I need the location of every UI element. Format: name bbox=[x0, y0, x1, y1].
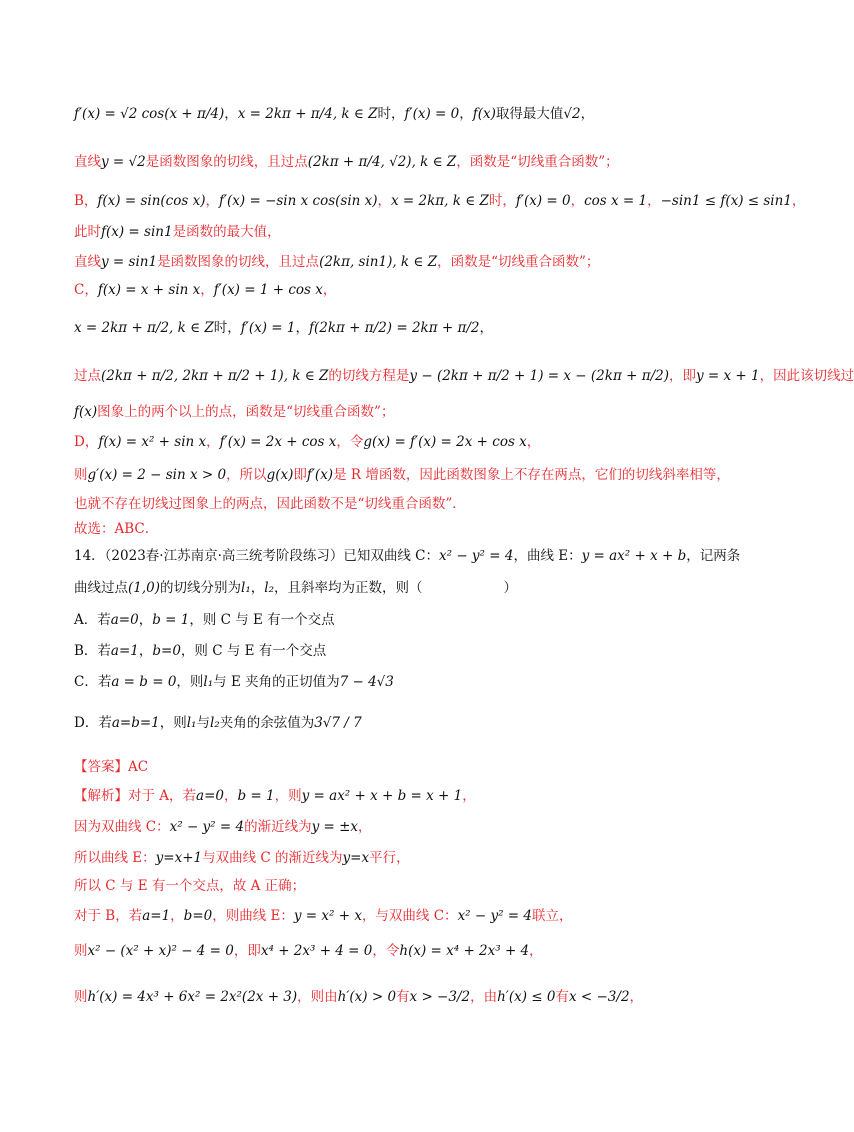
math-expression: f′(x) = 1 + cos x bbox=[213, 282, 323, 298]
math-expression: h(x) = x⁴ + 2x³ + 4 bbox=[399, 943, 530, 959]
text-run: 即 bbox=[293, 467, 307, 483]
text-run: ，则 C 与 E 有一个交点 bbox=[189, 612, 335, 628]
text-run: C， bbox=[74, 282, 98, 298]
question-14-stem-2 bbox=[74, 578, 744, 598]
text-run: D．若 bbox=[74, 715, 112, 731]
text-run: ， bbox=[138, 643, 153, 659]
math-expression: f′(x) = 2x + cos x bbox=[219, 434, 337, 450]
text-run: ，由 bbox=[470, 989, 498, 1005]
math-expression: x² − y² = 4 bbox=[169, 819, 245, 835]
math-expression: f(x) = x² + sin x bbox=[98, 434, 207, 450]
math-expression: f′(x) = 0 bbox=[515, 193, 571, 209]
math-expression: b=0 bbox=[152, 643, 181, 659]
math-expression: x = 2kπ + π/2, k ∈ Z bbox=[74, 320, 214, 336]
text-run: ，则曲线 E： bbox=[212, 908, 294, 924]
question-14-stem bbox=[74, 546, 744, 566]
math-expression: l₂ bbox=[264, 580, 274, 596]
math-expression: f′(x) = −sin x cos(sin x) bbox=[218, 193, 378, 209]
text-run: 【解析】对于 A，若 bbox=[74, 788, 197, 804]
text-run: 有 bbox=[396, 989, 410, 1005]
option-b bbox=[74, 641, 744, 661]
math-expression: cos x = 1 bbox=[584, 193, 648, 209]
math-expression: 3√7 / 7 bbox=[314, 715, 362, 731]
math-expression: (2kπ + π/2, 2kπ + π/2 + 1), k ∈ Z bbox=[101, 368, 329, 384]
text-run: 则 bbox=[74, 467, 88, 483]
text-run: ， bbox=[570, 193, 585, 209]
text-run: ， bbox=[138, 612, 153, 628]
text-run: ，且斜率均为正数，则（ bbox=[273, 580, 423, 596]
text-run: 所以曲线 E： bbox=[74, 850, 156, 866]
math-expression: x² − y² = 4 bbox=[439, 548, 514, 564]
text-run: 时， bbox=[377, 106, 405, 122]
text-run: 与 bbox=[196, 715, 210, 731]
math-expression: x⁴ + 2x³ + 4 = 0 bbox=[260, 943, 373, 959]
analysis-line-2 bbox=[74, 817, 744, 837]
math-expression: x² − (x² + x)² − 4 = 0 bbox=[87, 943, 234, 959]
text-run: ，因此该切线过 bbox=[759, 368, 854, 384]
text-run: 的切线分别为 bbox=[160, 580, 242, 596]
text-run: ，则 bbox=[274, 788, 302, 804]
solution-line-3 bbox=[74, 191, 806, 211]
math-expression: x = 2kπ + π/4, k ∈ Z bbox=[237, 106, 378, 122]
math-expression: g′(x) = 2 − sin x > 0 bbox=[87, 467, 227, 483]
option-a bbox=[74, 610, 744, 630]
math-expression: f′(x) = √2 cos(x + π/4) bbox=[74, 106, 225, 122]
math-expression: f(2kπ + π/2) = 2kπ + π/2 bbox=[308, 320, 480, 336]
math-expression: l₁ bbox=[203, 674, 214, 690]
text-run: ， bbox=[462, 788, 476, 804]
math-expression: a=0 bbox=[110, 612, 139, 628]
math-expression: √2 bbox=[563, 106, 581, 122]
math-expression: h′(x) ≤ 0 bbox=[497, 989, 556, 1005]
text-run: 是函数的最大值， bbox=[172, 224, 281, 240]
solution-line-12 bbox=[74, 494, 744, 514]
text-run: A．若 bbox=[74, 612, 111, 628]
text-run: 【答案】AC bbox=[74, 759, 149, 775]
math-expression: 7 − 4√3 bbox=[339, 674, 394, 690]
solution-conclusion bbox=[74, 519, 744, 539]
text-run: ， bbox=[224, 788, 238, 804]
text-run: 所以 C 与 E 有一个交点，故 A 正确； bbox=[74, 878, 306, 894]
math-expression: (2kπ, sin1), k ∈ Z bbox=[319, 254, 438, 270]
text-run: 也就不存在切线过图象上的两点，因此函数不是“切线重合函数”． bbox=[74, 496, 466, 512]
analysis-line-3 bbox=[74, 848, 744, 868]
solution-line-10 bbox=[74, 432, 744, 452]
text-run: 的渐近线为 bbox=[244, 819, 312, 835]
text-run: ，记两条 bbox=[686, 548, 741, 564]
text-run: B．若 bbox=[74, 643, 111, 659]
math-expression: y = x² + x bbox=[293, 908, 362, 924]
math-expression: y = ax² + x + b bbox=[581, 548, 687, 564]
math-expression: l₂ bbox=[209, 715, 220, 731]
text-run: ，与双曲线 C： bbox=[361, 908, 458, 924]
analysis-line-4 bbox=[74, 876, 744, 896]
math-expression: l₁ bbox=[241, 580, 251, 596]
answer-label bbox=[74, 757, 744, 777]
analysis-line-5 bbox=[74, 906, 744, 926]
text-run: ， bbox=[200, 282, 214, 298]
text-run: 图象上的两个以上的点，函数是“切线重合函数”； bbox=[97, 404, 395, 420]
text-run: C．若 bbox=[74, 674, 112, 690]
text-run: ， bbox=[358, 819, 372, 835]
text-run: 取得最大值 bbox=[495, 106, 564, 122]
math-expression: l₁ bbox=[186, 715, 197, 731]
text-run: ， bbox=[529, 943, 543, 959]
text-run: 时， bbox=[488, 193, 516, 209]
text-run: 此时 bbox=[74, 224, 101, 240]
solution-line-11 bbox=[74, 465, 744, 485]
math-expression: g(x) bbox=[266, 467, 294, 483]
text-run: ，函数是“切线重合函数”； bbox=[456, 154, 619, 170]
math-expression: y=x+1 bbox=[155, 850, 203, 866]
analysis-line-1 bbox=[74, 786, 744, 806]
math-expression: h′(x) > 0 bbox=[337, 989, 397, 1005]
solution-line-9 bbox=[74, 402, 744, 422]
math-expression: x² − y² = 4 bbox=[457, 908, 533, 924]
text-run: ， bbox=[295, 320, 309, 336]
math-expression: y = x + 1 bbox=[696, 368, 760, 384]
text-run: ， bbox=[250, 580, 265, 596]
text-run: ，函数是“切线重合函数”； bbox=[437, 254, 600, 270]
math-expression: y − (2kπ + π/2 + 1) = x − (2kπ + π/2) bbox=[409, 368, 669, 384]
text-run: ，即 bbox=[669, 368, 696, 384]
text-run: ， bbox=[377, 193, 392, 209]
math-expression: a=1 bbox=[110, 643, 139, 659]
math-expression: a=1 bbox=[142, 908, 171, 924]
text-run: ，令 bbox=[336, 434, 364, 450]
text-run: 夹角的余弦值为 bbox=[219, 715, 315, 731]
text-run: 是函数图象的切线，且过点 bbox=[157, 254, 320, 270]
option-c bbox=[74, 672, 744, 692]
text-run: 是函数图象的切线，且过点 bbox=[145, 154, 308, 170]
text-run: ， bbox=[791, 193, 806, 209]
text-run: 平行， bbox=[369, 850, 410, 866]
math-expression: a = b = 0 bbox=[111, 674, 177, 690]
text-run: 是 R 增函数，因此函数图象上不存在两点，它们的切线斜率相等， bbox=[333, 467, 730, 483]
text-run: ， bbox=[629, 989, 644, 1005]
text-run: 过点 bbox=[74, 368, 101, 384]
math-expression: b = 1 bbox=[152, 612, 190, 628]
math-expression: y = ax² + x + b = x + 1 bbox=[301, 788, 463, 804]
solution-line-2 bbox=[74, 152, 744, 172]
text-run: ，曲线 E： bbox=[513, 548, 582, 564]
math-expression: f(x) bbox=[74, 404, 98, 420]
text-run: ， bbox=[647, 193, 661, 209]
text-run: ， bbox=[170, 908, 184, 924]
text-run: ， bbox=[224, 106, 238, 122]
solution-line-6 bbox=[74, 280, 744, 300]
text-run: 与 E 夹角的正切值为 bbox=[213, 674, 340, 690]
text-run: 直线 bbox=[74, 154, 101, 170]
math-expression: (2kπ + π/4, √2), k ∈ Z bbox=[307, 154, 457, 170]
text-run: ， bbox=[459, 106, 473, 122]
text-run: ， bbox=[479, 320, 494, 336]
math-expression: b = 1 bbox=[237, 788, 275, 804]
text-run: ，则 C 与 E 有一个交点 bbox=[180, 643, 327, 659]
math-expression: f(x) = sin(cos x) bbox=[97, 193, 206, 209]
math-expression: f(x) = sin1 bbox=[101, 224, 173, 240]
text-run: ，令 bbox=[372, 943, 400, 959]
text-run: 曲线过点 bbox=[74, 580, 128, 596]
math-expression: y = sin1 bbox=[101, 254, 158, 270]
math-expression: −sin1 ≤ f(x) ≤ sin1 bbox=[660, 193, 792, 209]
option-d bbox=[74, 713, 744, 733]
text-run: 则 bbox=[74, 989, 88, 1005]
math-expression: g(x) = f′(x) = 2x + cos x bbox=[363, 434, 527, 450]
text-run: ，则由 bbox=[297, 989, 338, 1005]
text-run: B， bbox=[74, 193, 98, 209]
math-expression: f′(x) = 0 bbox=[404, 106, 460, 122]
text-run: 14．（2023春·江苏南京·高三统考阶段练习）已知双曲线 C： bbox=[74, 548, 439, 564]
text-run: 时， bbox=[213, 320, 241, 336]
solution-line-7 bbox=[74, 318, 744, 338]
math-expression: (1,0) bbox=[128, 580, 161, 596]
math-expression: f′(x) = 1 bbox=[240, 320, 296, 336]
text-run: 直线 bbox=[74, 254, 101, 270]
math-expression: x > −3/2 bbox=[409, 989, 471, 1005]
math-expression: f(x) = x + sin x bbox=[97, 282, 201, 298]
text-run: 的切线方程是 bbox=[328, 368, 410, 384]
math-expression: x < −3/2 bbox=[568, 989, 630, 1005]
math-expression: y = √2 bbox=[101, 154, 146, 170]
text-run: ，所以 bbox=[226, 467, 267, 483]
math-expression: f(x) bbox=[472, 106, 496, 122]
text-run bbox=[422, 580, 503, 596]
text-run: D， bbox=[74, 434, 99, 450]
solution-line-5 bbox=[74, 252, 744, 272]
math-expression: x = 2kπ, k ∈ Z bbox=[391, 193, 489, 209]
solution-line-8 bbox=[74, 366, 854, 386]
text-run: ， bbox=[322, 282, 337, 298]
text-run: 故选：ABC． bbox=[74, 521, 159, 537]
math-expression: a=0 bbox=[196, 788, 224, 804]
math-expression: y = ±x bbox=[311, 819, 359, 835]
analysis-line-7 bbox=[74, 987, 744, 1007]
solution-line-4 bbox=[74, 222, 744, 242]
text-run: ， bbox=[526, 434, 541, 450]
text-run: ， bbox=[206, 434, 220, 450]
text-run: ， bbox=[205, 193, 219, 209]
math-expression: f′(x) bbox=[306, 467, 334, 483]
text-run: 因为双曲线 C： bbox=[74, 819, 170, 835]
math-expression: y=x bbox=[342, 850, 370, 866]
math-expression: h′(x) = 4x³ + 6x² = 2x²(2x + 3) bbox=[87, 989, 298, 1005]
math-expression: a=b=1 bbox=[111, 715, 160, 731]
text-run: 与双曲线 C 的渐近线为 bbox=[202, 850, 343, 866]
text-run: ，则 bbox=[176, 674, 204, 690]
text-run: ，即 bbox=[233, 943, 261, 959]
text-run: 对于 B，若 bbox=[74, 908, 143, 924]
analysis-line-6 bbox=[74, 941, 744, 961]
text-run: ，则 bbox=[159, 715, 187, 731]
text-run: ， bbox=[580, 106, 595, 122]
math-expression: b=0 bbox=[183, 908, 213, 924]
solution-line-1 bbox=[74, 104, 744, 124]
text-run: ） bbox=[503, 580, 517, 596]
text-run: 联立， bbox=[532, 908, 573, 924]
text-run: 有 bbox=[555, 989, 569, 1005]
text-run: 则 bbox=[74, 943, 88, 959]
